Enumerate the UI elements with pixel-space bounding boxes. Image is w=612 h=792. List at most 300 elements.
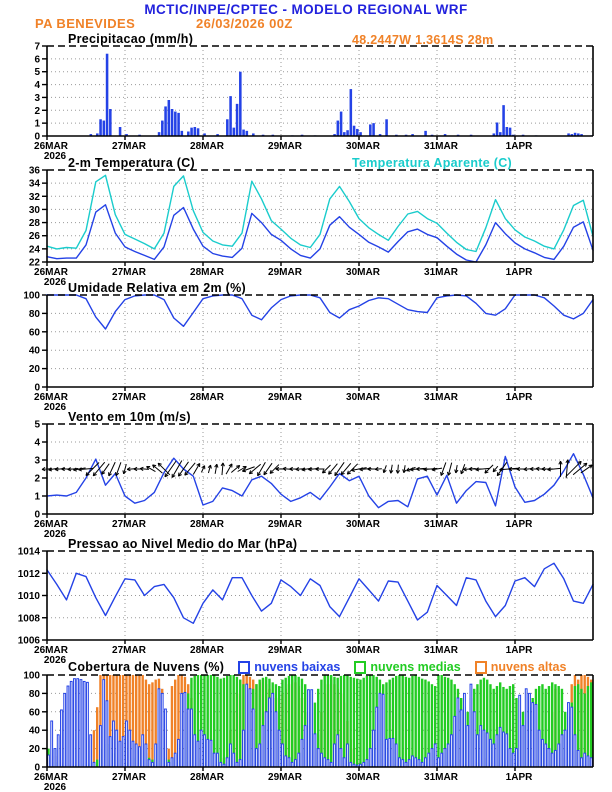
precip-bar bbox=[509, 128, 512, 136]
low-cloud-bar bbox=[324, 758, 326, 767]
x-axis-year-label: 2026 bbox=[43, 151, 67, 162]
x-tick-label: 27MAR bbox=[112, 645, 146, 656]
x-tick-label: 28MAR bbox=[190, 772, 224, 783]
legend-mid-clouds-label: nuvens medias bbox=[370, 660, 461, 674]
low-cloud-bar bbox=[148, 760, 150, 767]
precip-bar bbox=[337, 121, 340, 136]
low-cloud-bar bbox=[132, 741, 134, 767]
x-tick-label: 31MAR bbox=[424, 519, 458, 530]
low-cloud-bar bbox=[548, 749, 550, 767]
low-cloud-bar bbox=[444, 749, 446, 767]
low-cloud-bar bbox=[285, 756, 287, 767]
legend-low-clouds-label: nuvens baixas bbox=[254, 660, 341, 674]
x-tick-label: 30MAR bbox=[346, 645, 380, 656]
low-cloud-bar bbox=[226, 758, 228, 767]
x-tick-label: 31MAR bbox=[424, 392, 458, 403]
mid-cloud-bar bbox=[402, 675, 404, 767]
precip-bar bbox=[372, 123, 375, 136]
low-cloud-bar bbox=[470, 684, 472, 767]
low-cloud-bar bbox=[165, 709, 167, 767]
panel-title-humidity: Umidade Relativa em 2m (%) bbox=[68, 281, 246, 295]
low-cloud-bar bbox=[467, 726, 469, 767]
low-cloud-bar bbox=[171, 758, 173, 767]
x-tick-label: 29MAR bbox=[268, 645, 302, 656]
y-tick-label: 100 bbox=[23, 670, 40, 682]
low-cloud-bar bbox=[90, 735, 92, 767]
high-cloud-bar bbox=[171, 686, 173, 767]
y-tick-label: 22 bbox=[28, 257, 40, 269]
y-tick-label: 0 bbox=[34, 762, 40, 774]
wind-arrow bbox=[193, 463, 199, 474]
x-tick-label: 26MAR bbox=[34, 392, 68, 403]
mid-cloud-bar bbox=[411, 676, 413, 767]
low-cloud-bar bbox=[210, 740, 212, 767]
panel-title-apparent-temperature: Temperatura Aparente (C) bbox=[352, 156, 513, 170]
low-cloud-bar bbox=[386, 739, 388, 767]
mid-cloud-bar bbox=[294, 675, 296, 767]
low-cloud-bar bbox=[369, 749, 371, 767]
low-cloud-bar bbox=[399, 758, 401, 767]
mid-cloud-bar bbox=[288, 676, 290, 767]
x-tick-label: 28MAR bbox=[190, 519, 224, 530]
low-cloud-bar bbox=[457, 698, 459, 767]
panel-title-cloud-cover: Cobertura de Nuvens (%) bbox=[68, 660, 225, 674]
low-cloud-bar bbox=[483, 730, 485, 767]
precip-bar bbox=[194, 127, 197, 136]
mid-cloud-bar bbox=[408, 678, 410, 767]
mid-cloud-bar bbox=[96, 760, 98, 767]
low-cloud-bar bbox=[272, 693, 274, 767]
low-cloud-bar bbox=[392, 738, 394, 767]
low-cloud-bar bbox=[584, 753, 586, 767]
low-cloud-bar bbox=[441, 753, 443, 767]
precip-bar bbox=[356, 129, 359, 136]
wind-arrowhead bbox=[211, 465, 212, 469]
low-cloud-bar bbox=[373, 730, 375, 767]
data-line bbox=[47, 563, 593, 623]
low-cloud-bar bbox=[314, 734, 316, 767]
mid-cloud-bar bbox=[324, 675, 326, 767]
low-cloud-bar bbox=[402, 760, 404, 767]
low-cloud-bar bbox=[135, 744, 137, 767]
x-tick-label: 29MAR bbox=[268, 772, 302, 783]
y-tick-label: 3 bbox=[34, 455, 40, 467]
low-cloud-bar bbox=[230, 744, 232, 767]
low-cloud-bar bbox=[347, 744, 349, 767]
precip-bar bbox=[233, 128, 236, 136]
low-cloud-bar bbox=[408, 760, 410, 767]
y-tick-label: 5 bbox=[34, 67, 40, 79]
low-cloud-bar bbox=[519, 695, 521, 767]
x-tick-label: 31MAR bbox=[424, 645, 458, 656]
low-cloud-bar bbox=[337, 735, 339, 767]
low-cloud-bar bbox=[174, 753, 176, 767]
low-cloud-bar bbox=[259, 744, 261, 767]
x-tick-label: 26MAR bbox=[34, 519, 68, 530]
low-cloud-bar bbox=[477, 735, 479, 767]
precip-bar bbox=[164, 106, 167, 136]
low-cloud-bar bbox=[106, 701, 108, 767]
low-cloud-bar bbox=[343, 758, 345, 767]
low-cloud-bar bbox=[239, 760, 241, 767]
x-tick-label: 26MAR bbox=[34, 645, 68, 656]
low-cloud-bar bbox=[522, 726, 524, 767]
panel-title-pressure: Pressao ao Nivel Medio do Mar (hPa) bbox=[68, 537, 298, 551]
y-tick-label: 1010 bbox=[17, 591, 40, 602]
low-cloud-bar bbox=[139, 747, 141, 767]
precip-bar bbox=[103, 121, 106, 136]
precip-bar bbox=[177, 113, 180, 136]
low-cloud-bar bbox=[431, 749, 433, 767]
mid-cloud-bar bbox=[330, 675, 332, 767]
mid-cloud-bar bbox=[580, 689, 582, 767]
x-tick-label: 30MAR bbox=[346, 519, 380, 530]
low-cloud-bar bbox=[308, 690, 310, 767]
precip-bar bbox=[119, 127, 122, 136]
precip-bar bbox=[353, 126, 356, 136]
low-cloud-bar bbox=[282, 744, 284, 767]
x-tick-label: 28MAR bbox=[190, 645, 224, 656]
x-axis-year-label: 2026 bbox=[43, 277, 67, 288]
low-cloud-bar bbox=[532, 703, 534, 767]
low-cloud-bar bbox=[116, 730, 118, 767]
x-tick-label: 1APR bbox=[505, 141, 533, 152]
x-tick-label: 28MAR bbox=[190, 141, 224, 152]
y-tick-label: 1014 bbox=[17, 546, 40, 558]
precip-bar bbox=[161, 121, 164, 136]
mid-cloud-bar bbox=[350, 677, 352, 767]
y-tick-label: 4 bbox=[34, 80, 40, 92]
model-run-datetime: 26/03/2026 00Z bbox=[196, 16, 293, 31]
x-tick-label: 26MAR bbox=[34, 267, 68, 278]
station-name: PA BENEVIDES bbox=[35, 16, 136, 31]
y-tick-label: 3 bbox=[34, 92, 40, 104]
wind-arrowhead bbox=[441, 472, 442, 476]
y-tick-label: 20 bbox=[28, 744, 40, 756]
low-cloud-bar bbox=[213, 753, 215, 767]
y-tick-label: 32 bbox=[28, 191, 40, 203]
low-cloud-bar bbox=[181, 693, 183, 767]
panel-title-temperature: 2-m Temperatura (C) bbox=[68, 156, 196, 170]
panel-title-precipitation: Precipitacao (mm/h) bbox=[68, 32, 194, 46]
precip-bar bbox=[239, 72, 242, 136]
x-tick-label: 31MAR bbox=[424, 267, 458, 278]
x-tick-label: 30MAR bbox=[346, 772, 380, 783]
low-cloud-bar bbox=[278, 730, 280, 767]
high-cloud-bar bbox=[151, 682, 153, 767]
low-cloud-bar bbox=[460, 710, 462, 767]
y-tick-label: 34 bbox=[28, 178, 40, 190]
low-cloud-bar bbox=[187, 709, 189, 767]
low-cloud-bar bbox=[464, 693, 466, 767]
low-cloud-bar bbox=[340, 749, 342, 767]
low-cloud-bar bbox=[412, 756, 414, 767]
low-cloud-bar bbox=[590, 758, 592, 767]
panel-title-wind: Vento em 10m (m/s) bbox=[68, 410, 191, 424]
y-tick-label: 80 bbox=[28, 308, 40, 320]
y-tick-label: 60 bbox=[28, 707, 40, 719]
x-tick-label: 27MAR bbox=[112, 392, 146, 403]
x-tick-label: 29MAR bbox=[268, 392, 302, 403]
wind-arrowhead bbox=[461, 470, 462, 474]
x-axis-year-label: 2026 bbox=[43, 782, 67, 792]
y-tick-label: 6 bbox=[34, 54, 40, 66]
mid-cloud-bar bbox=[239, 680, 241, 767]
y-tick-label: 26 bbox=[28, 231, 40, 243]
low-cloud-bar bbox=[252, 709, 254, 767]
low-cloud-bar bbox=[558, 744, 560, 767]
y-tick-label: 1012 bbox=[17, 568, 40, 580]
low-cloud-bar bbox=[493, 744, 495, 767]
x-tick-label: 27MAR bbox=[112, 519, 146, 530]
low-cloud-bar bbox=[395, 744, 397, 767]
mid-cloud-bar bbox=[424, 680, 426, 767]
low-cloud-bar bbox=[506, 734, 508, 767]
low-cloud-bar bbox=[54, 749, 56, 767]
mid-cloud-bar bbox=[418, 677, 420, 767]
x-tick-label: 31MAR bbox=[424, 141, 458, 152]
wind-arrowhead bbox=[455, 470, 456, 473]
low-cloud-bar bbox=[129, 730, 131, 767]
low-cloud-bar bbox=[249, 689, 251, 767]
x-tick-label: 30MAR bbox=[346, 141, 380, 152]
low-cloud-bar bbox=[184, 692, 186, 767]
mid-cloud-bar bbox=[421, 679, 423, 767]
y-tick-label: 100 bbox=[23, 290, 40, 302]
y-tick-label: 40 bbox=[28, 725, 40, 737]
precip-bar bbox=[229, 96, 232, 136]
low-cloud-bar bbox=[568, 703, 570, 767]
low-cloud-bar bbox=[275, 712, 277, 767]
low-cloud-bar bbox=[233, 753, 235, 767]
x-tick-label: 1APR bbox=[505, 267, 533, 278]
data-line bbox=[47, 454, 593, 508]
precip-bar bbox=[171, 109, 174, 136]
y-tick-label: 80 bbox=[28, 688, 40, 700]
wind-arrowhead bbox=[447, 472, 448, 476]
low-cloud-bar bbox=[109, 737, 111, 767]
wind-arrowhead bbox=[123, 470, 124, 474]
low-cloud-bar bbox=[191, 709, 193, 767]
high-cloud-bar bbox=[93, 730, 95, 767]
precip-bar bbox=[369, 124, 372, 136]
y-tick-label: 2 bbox=[34, 473, 40, 485]
mid-cloud-bar bbox=[437, 675, 439, 767]
precip-bar bbox=[385, 119, 388, 136]
low-cloud-bar bbox=[64, 693, 66, 767]
precip-bar bbox=[99, 119, 102, 136]
y-tick-label: 1 bbox=[34, 491, 40, 503]
high-cloud-bar bbox=[96, 707, 98, 767]
y-tick-label: 30 bbox=[28, 204, 40, 216]
low-cloud-bar bbox=[265, 712, 267, 767]
precip-bar bbox=[340, 112, 343, 136]
low-cloud-bar bbox=[542, 739, 544, 767]
low-cloud-bar bbox=[503, 732, 505, 767]
x-axis-year-label: 2026 bbox=[43, 529, 67, 540]
low-cloud-bar bbox=[538, 730, 540, 767]
low-cloud-bar bbox=[269, 698, 271, 767]
low-cloud-bar bbox=[80, 680, 82, 767]
low-cloud-bar bbox=[74, 679, 76, 767]
y-tick-label: 0 bbox=[34, 509, 40, 521]
precip-bar bbox=[496, 123, 499, 137]
precip-bar bbox=[346, 130, 349, 136]
x-tick-label: 26MAR bbox=[34, 772, 68, 783]
mid-cloud-bar bbox=[353, 678, 355, 767]
low-cloud-bar bbox=[480, 726, 482, 767]
low-cloud-bar bbox=[70, 681, 72, 767]
precip-bar bbox=[168, 100, 171, 136]
wind-arrowhead bbox=[403, 469, 404, 472]
low-cloud-bar bbox=[389, 738, 391, 767]
low-cloud-bar bbox=[158, 689, 160, 767]
high-cloud-bar bbox=[148, 684, 150, 767]
low-cloud-bar bbox=[87, 682, 89, 767]
low-cloud-bar bbox=[509, 749, 511, 767]
y-tick-label: 0 bbox=[34, 382, 40, 394]
low-cloud-bar bbox=[178, 739, 180, 767]
page-title: MCTIC/INPE/CPTEC - MODELO REGIONAL WRF bbox=[144, 2, 468, 17]
y-tick-label: 7 bbox=[34, 41, 40, 53]
precip-bar bbox=[502, 105, 505, 136]
mid-cloud-bar bbox=[356, 679, 358, 767]
mid-cloud-bar bbox=[327, 675, 329, 767]
low-cloud-bar bbox=[574, 735, 576, 767]
wind-arrowhead bbox=[217, 464, 218, 467]
mid-cloud-bar bbox=[220, 679, 222, 767]
y-tick-label: 60 bbox=[28, 327, 40, 339]
wind-arrow bbox=[102, 464, 109, 475]
x-axis-year-label: 2026 bbox=[43, 402, 67, 413]
y-tick-label: 24 bbox=[28, 244, 40, 256]
low-cloud-bar bbox=[200, 730, 202, 767]
low-cloud-bar bbox=[207, 739, 209, 767]
low-cloud-bar bbox=[298, 753, 300, 767]
low-cloud-bar bbox=[525, 689, 527, 767]
low-cloud-bar bbox=[57, 735, 59, 767]
x-tick-label: 31MAR bbox=[424, 772, 458, 783]
low-cloud-bar bbox=[256, 749, 258, 767]
precip-bar bbox=[236, 104, 239, 136]
low-cloud-bar bbox=[486, 733, 488, 767]
precip-bar bbox=[109, 109, 112, 136]
wind-arrowhead bbox=[390, 470, 391, 473]
wind-arrow bbox=[573, 463, 587, 475]
precip-bar bbox=[506, 127, 509, 136]
wind-arrowhead bbox=[383, 469, 384, 473]
low-cloud-bar bbox=[161, 693, 163, 767]
mid-cloud-bar bbox=[366, 676, 368, 767]
low-cloud-bar bbox=[304, 726, 306, 767]
x-tick-label: 29MAR bbox=[268, 267, 302, 278]
x-tick-label: 1APR bbox=[505, 645, 533, 656]
low-cloud-bar bbox=[496, 735, 498, 767]
low-cloud-bar bbox=[587, 756, 589, 767]
y-tick-label: 1006 bbox=[17, 635, 40, 647]
x-tick-label: 28MAR bbox=[190, 392, 224, 403]
x-tick-label: 29MAR bbox=[268, 141, 302, 152]
low-cloud-bar bbox=[571, 707, 573, 767]
low-cloud-bar bbox=[327, 760, 329, 767]
precip-bar bbox=[190, 128, 193, 136]
x-tick-label: 27MAR bbox=[112, 141, 146, 152]
low-cloud-bar bbox=[204, 735, 206, 767]
low-cloud-bar bbox=[366, 760, 368, 767]
low-cloud-bar bbox=[103, 680, 105, 767]
mid-cloud-bar bbox=[590, 682, 592, 767]
precip-bar bbox=[197, 128, 200, 136]
mid-cloud-bar bbox=[343, 675, 345, 767]
precip-bar bbox=[174, 112, 177, 136]
mid-cloud-bar bbox=[291, 675, 293, 767]
low-cloud-bar bbox=[67, 686, 69, 767]
low-cloud-bar bbox=[473, 712, 475, 767]
low-cloud-bar bbox=[48, 755, 50, 767]
low-cloud-bar bbox=[418, 760, 420, 767]
y-tick-label: 40 bbox=[28, 345, 40, 357]
low-cloud-bar bbox=[61, 710, 63, 767]
low-cloud-bar bbox=[295, 760, 297, 767]
y-tick-label: 20 bbox=[28, 364, 40, 376]
low-cloud-bar bbox=[317, 749, 319, 767]
precip-bar bbox=[226, 119, 229, 136]
low-cloud-bar bbox=[100, 726, 102, 767]
x-tick-label: 1APR bbox=[505, 772, 533, 783]
low-cloud-bar bbox=[545, 744, 547, 767]
low-cloud-bar bbox=[83, 681, 85, 767]
low-cloud-bar bbox=[155, 744, 157, 767]
low-cloud-bar bbox=[379, 693, 381, 767]
wind-arrowhead bbox=[116, 472, 117, 476]
precip-bar bbox=[350, 89, 353, 136]
low-cloud-bar bbox=[246, 684, 248, 767]
wind-arrow bbox=[249, 464, 260, 474]
low-cloud-bar bbox=[51, 721, 53, 767]
low-cloud-bar bbox=[194, 735, 196, 767]
low-cloud-bar bbox=[438, 758, 440, 767]
station-coordinates: 48.2447W 1.3614S 28m bbox=[352, 33, 494, 47]
mid-cloud-bar bbox=[587, 686, 589, 767]
mid-cloud-bar bbox=[236, 677, 238, 767]
x-tick-label: 1APR bbox=[505, 519, 533, 530]
mid-cloud-bar bbox=[398, 675, 400, 767]
low-cloud-bar bbox=[529, 693, 531, 767]
low-cloud-bar bbox=[512, 753, 514, 767]
y-tick-label: 5 bbox=[34, 419, 40, 431]
low-cloud-bar bbox=[428, 753, 430, 767]
x-axis-year-label: 2026 bbox=[43, 655, 67, 666]
low-cloud-bar bbox=[447, 744, 449, 767]
low-cloud-bar bbox=[126, 721, 128, 767]
x-tick-label: 26MAR bbox=[34, 141, 68, 152]
low-cloud-bar bbox=[581, 758, 583, 767]
low-cloud-bar bbox=[577, 750, 579, 767]
low-cloud-bar bbox=[551, 753, 553, 767]
x-tick-label: 28MAR bbox=[190, 267, 224, 278]
low-cloud-bar bbox=[243, 730, 245, 767]
low-cloud-bar bbox=[262, 726, 264, 767]
low-cloud-bar bbox=[376, 707, 378, 767]
x-tick-label: 1APR bbox=[505, 392, 533, 403]
x-tick-label: 30MAR bbox=[346, 267, 380, 278]
y-tick-label: 1008 bbox=[17, 613, 40, 625]
low-cloud-bar bbox=[311, 690, 313, 767]
low-cloud-bar bbox=[113, 721, 115, 767]
y-tick-label: 36 bbox=[28, 165, 40, 177]
low-cloud-bar bbox=[434, 744, 436, 767]
low-cloud-bar bbox=[535, 704, 537, 767]
